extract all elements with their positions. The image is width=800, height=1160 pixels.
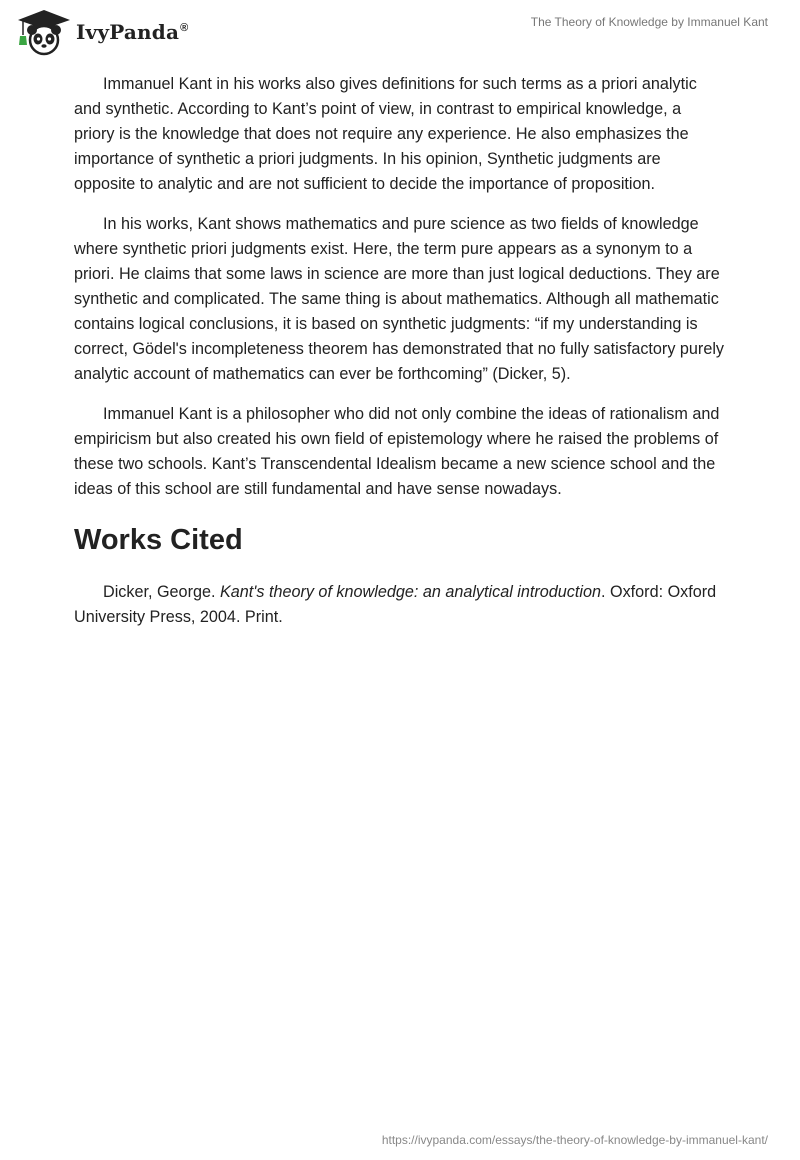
page-header [0,0,800,60]
body-paragraph: Immanuel Kant in his works also gives definitions for such terms as a priori analytic and synthetic. According to Kant’s point of view, in contrast to empirical knowledge, a priory is the knowledge that does not require any experience. He also emphasizes the importance of synthetic a priori judgments. In his opinion, Synthetic judgments are opposite to analytic and are not sufficient to decide the importance of proposition. [74,75,697,193]
registered-mark: ® [180,22,189,35]
ivypanda-logo[interactable] [14,8,188,56]
body-paragraph: In his works, Kant shows mathematics and pure science as two fields of knowledge where synthetic priori judgments exist. Here, the term pure appears as a synonym to a priori. He claims that some laws in science are more than just logical deductions. They are synthetic and complicated. The same thing is about mathematics. Although all mathematic contains logical conclusions, it is based on synthetic judgments: “if my understanding is correct, Gödel's incompleteness theorem has demonstrated that no fully satisfactory purely analytic account of mathematics can ever be forthcoming” (Dicker, 5). [74,215,725,383]
document-title: The Theory of Knowledge by Immanuel Kant [530,15,768,29]
essay-content [74,72,724,630]
citation-title: Kant's theory of knowledge: an analytical introduction [219,583,601,601]
source-url-link[interactable]: https://ivypanda.com/essays/the-theory-of-knowledge-by-immanuel-kant/ [381,1133,768,1147]
works-cited-heading: Works Cited [74,524,243,556]
citation-author: Dicker, George. [103,583,220,601]
citation-entry [74,580,724,630]
citation-publisher: . Oxford: Oxford University Press, 2004. Print. [74,583,717,626]
panda-graduate-icon [14,8,74,56]
logo-wordmark: IvyPanda® [76,20,189,44]
body-paragraph: Immanuel Kant is a philosopher who did not only combine the ideas of rationalism and empiricism but also created his own field of epistemology where he raised the problems of these two schools. Kant’s Transcendental Idealism became a new science school and the ideas of this school are still fundamental and have sense nowadays. [74,405,720,498]
